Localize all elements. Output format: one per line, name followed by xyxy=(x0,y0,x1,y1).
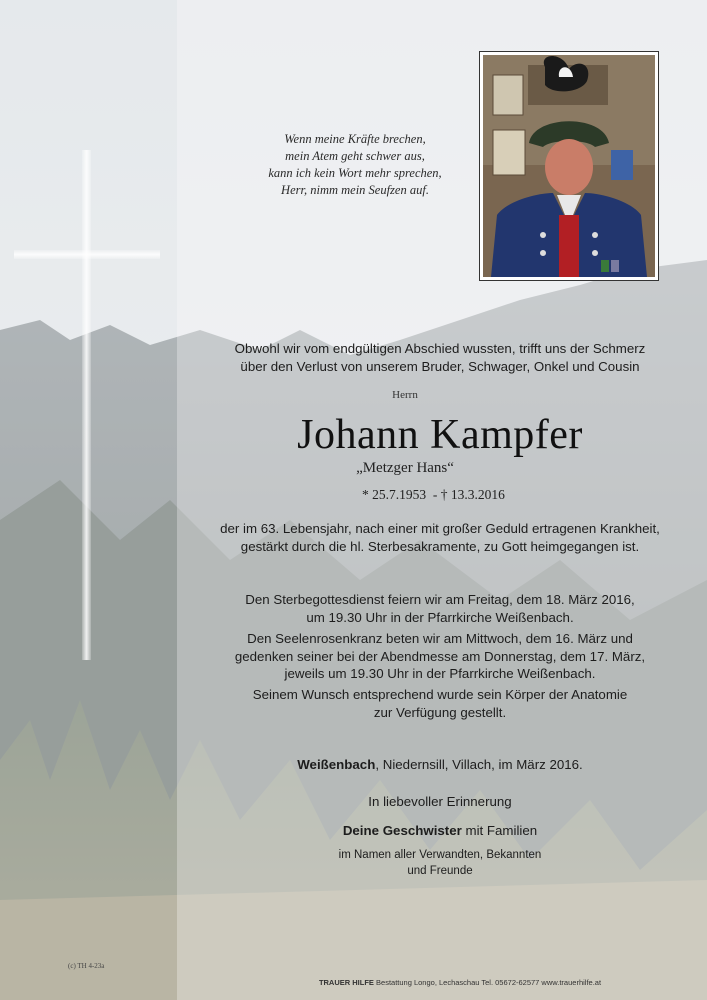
salutation: Herrn xyxy=(392,389,418,401)
place-bold: Weißenbach xyxy=(297,757,376,772)
intro-line: über den Verlust von unserem Bruder, Schwager, Onkel und Cousin xyxy=(240,359,640,374)
intro-text xyxy=(200,340,680,376)
cross-icon-bar xyxy=(14,250,160,259)
footer xyxy=(270,978,650,987)
text-line: um 19.30 Uhr in der Pfarrkirche Weißenbach. xyxy=(306,609,574,625)
memory-text: In liebevoller Erinnerung xyxy=(368,794,512,809)
birth-date: * 25.7.1953 xyxy=(362,487,427,502)
text-line: gestärkt durch die hl. Sterbesakramente, zu Gott heimgegangen ist. xyxy=(240,538,640,554)
text-line: Den Seelenrosenkranz beten wir am Mittwoch, dem 16. März und xyxy=(247,631,633,646)
place-date xyxy=(195,757,685,772)
deceased-nickname: „Metzger Hans“ xyxy=(356,460,454,476)
portrait-photo xyxy=(479,51,659,281)
wish-text xyxy=(195,686,685,721)
text-line: und Freunde xyxy=(407,864,473,877)
footer-details: Bestattung Longo, Lechaschau Tel. 05672-62577 www.trauerhilfe.at xyxy=(373,978,602,987)
relatives-text xyxy=(195,848,685,879)
footer-brand: TRAUER HILFE xyxy=(318,978,374,987)
family-bold: Deine Geschwister xyxy=(342,823,462,838)
funeral-text xyxy=(195,591,685,626)
poem xyxy=(240,131,470,199)
death-date: - † 13.3.2016 xyxy=(432,487,505,502)
poem-line: Herr, nimm mein Seufzen auf. xyxy=(281,183,429,197)
place-rest: , Niedernsill, Villach, im März 2016. xyxy=(375,757,583,772)
deceased-name: Johann Kampfer xyxy=(297,412,583,458)
copyright-note: (c) TH 4-23a xyxy=(68,962,105,970)
poem-line: mein Atem geht schwer aus, xyxy=(285,149,425,163)
cross-icon xyxy=(82,150,91,660)
poem-line: Wenn meine Kräfte brechen, xyxy=(284,132,426,146)
text-line: zur Verfügung gestellt. xyxy=(373,704,507,720)
illness-text xyxy=(195,520,685,555)
family-rest: mit Familien xyxy=(461,823,538,838)
text-line: jeweils um 19.30 Uhr in der Pfarrkirche Weißenbach. xyxy=(284,666,596,682)
text-line: gedenken seiner bei der Abendmesse am Donnerstag, dem 17. März, xyxy=(234,648,646,664)
life-dates xyxy=(300,487,580,503)
intro-line: Obwohl wir vom endgültigen Abschied wussten, trifft uns der Schmerz xyxy=(234,341,646,356)
poem-line: kann ich kein Wort mehr sprechen, xyxy=(268,166,442,180)
text-line: der im 63. Lebensjahr, nach einer mit großer Geduld ertragenen Krankheit, xyxy=(220,521,660,536)
rosary-text xyxy=(195,630,685,683)
text-line: Den Sterbegottesdienst feiern wir am Freitag, dem 18. März 2016, xyxy=(245,592,635,607)
family-text xyxy=(195,823,685,838)
text-line: Seinem Wunsch entsprechend wurde sein Körper der Anatomie xyxy=(252,687,628,702)
text-line: im Namen aller Verwandten, Bekannten xyxy=(338,849,542,861)
